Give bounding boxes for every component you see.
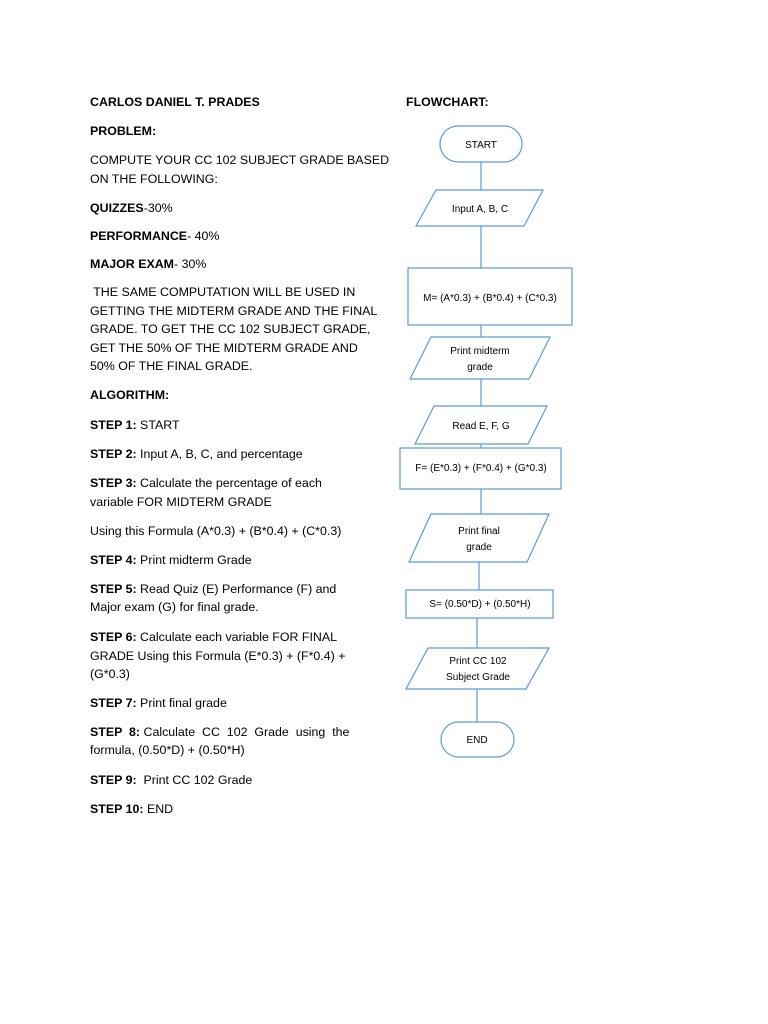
final-formula-label: F= (E*0.3) + (F*0.4) + (G*0.3) [415, 463, 547, 474]
note-line-3: GRADE. TO GET THE CC 102 SUBJECT GRADE, [90, 322, 371, 336]
flowchart-heading: FLOWCHART: [406, 95, 489, 109]
problem-statement-line-1: COMPUTE YOUR CC 102 SUBJECT GRADE BASED [90, 153, 390, 167]
step-text: Calculate CC 102 Grade using the [140, 725, 350, 739]
step-8-line-2: formula, (0.50*D) + (0.50*H) [90, 743, 245, 757]
step-label: STEP 8: [90, 725, 141, 739]
step-text: Calculate each variable FOR FINAL [136, 630, 338, 644]
step-text: Print final grade [136, 696, 227, 710]
print-final-parallelogram [409, 514, 549, 562]
end-label: END [466, 735, 488, 746]
problem-statement-line-2: ON THE FOLLOWING: [90, 172, 218, 186]
step-label: STEP 5: [90, 582, 137, 596]
algorithm-heading: ALGORITHM: [90, 388, 170, 402]
weight-label: PERFORMANCE [90, 229, 188, 243]
note-line-2: GETTING THE MIDTERM GRADE AND THE FINAL [90, 304, 378, 318]
step-label: STEP 2: [90, 447, 137, 461]
step-label: STEP 4: [90, 553, 137, 567]
weight-value: - 40% [187, 229, 220, 243]
step-label: STEP 1: [90, 418, 137, 432]
step-text: START [136, 418, 180, 432]
print-subject-label-1: Print CC 102 [449, 656, 507, 667]
step-label: STEP 7: [90, 696, 137, 710]
weight-value: -30% [143, 201, 173, 215]
print-final-label-2: grade [466, 542, 492, 553]
step-label: STEP 6: [90, 630, 137, 644]
read-label: Read E, F, G [452, 421, 510, 432]
step-label: STEP 10: [90, 802, 144, 816]
step-6-line-3: (G*0.3) [90, 667, 130, 681]
print-final-label-1: Print final [458, 526, 500, 537]
note-line-1: THE SAME COMPUTATION WILL BE USED IN [90, 285, 356, 299]
author-name: CARLOS DANIEL T. PRADES [90, 95, 260, 109]
input-label: Input A, B, C [451, 204, 509, 215]
subject-formula-label: S= (0.50*D) + (0.50*H) [429, 599, 531, 610]
step-6-line-2: GRADE Using this Formula (E*0.3) + (F*0.4) + [90, 649, 346, 663]
midterm-formula-label: M= (A*0.3) + (B*0.4) + (C*0.3) [423, 293, 557, 304]
print-subject-label-2: Subject Grade [446, 672, 510, 683]
step-3-line-2: variable FOR MIDTERM GRADE [90, 495, 272, 509]
step-5-line-2: Major exam (G) for final grade. [90, 600, 259, 614]
problem-heading: PROBLEM: [90, 124, 157, 138]
step-text: Print midterm Grade [136, 553, 252, 567]
note-line-5: 50% OF THE FINAL GRADE. [90, 359, 253, 373]
print-midterm-label-2: grade [467, 362, 493, 373]
step-text: Read Quiz (E) Performance (F) and [136, 582, 337, 596]
note-line-4: GET THE 50% OF THE MIDTERM GRADE AND [90, 341, 358, 355]
midterm-formula-line: Using this Formula (A*0.3) + (B*0.4) + (C*0.3) [90, 524, 342, 538]
step-text: Input A, B, C, and percentage [136, 447, 303, 461]
weight-value: - 30% [174, 257, 207, 271]
step-label: STEP 9: [90, 773, 137, 787]
step-text: Print CC 102 Grade [136, 773, 253, 787]
start-label: START [465, 140, 497, 151]
print-midterm-label-1: Print midterm [450, 346, 510, 357]
step-label: STEP 3: [90, 476, 137, 490]
weight-label: QUIZZES [90, 201, 144, 215]
weight-label: MAJOR EXAM [90, 257, 174, 271]
step-text: END [143, 802, 174, 816]
step-text: Calculate the percentage of each [136, 476, 322, 490]
